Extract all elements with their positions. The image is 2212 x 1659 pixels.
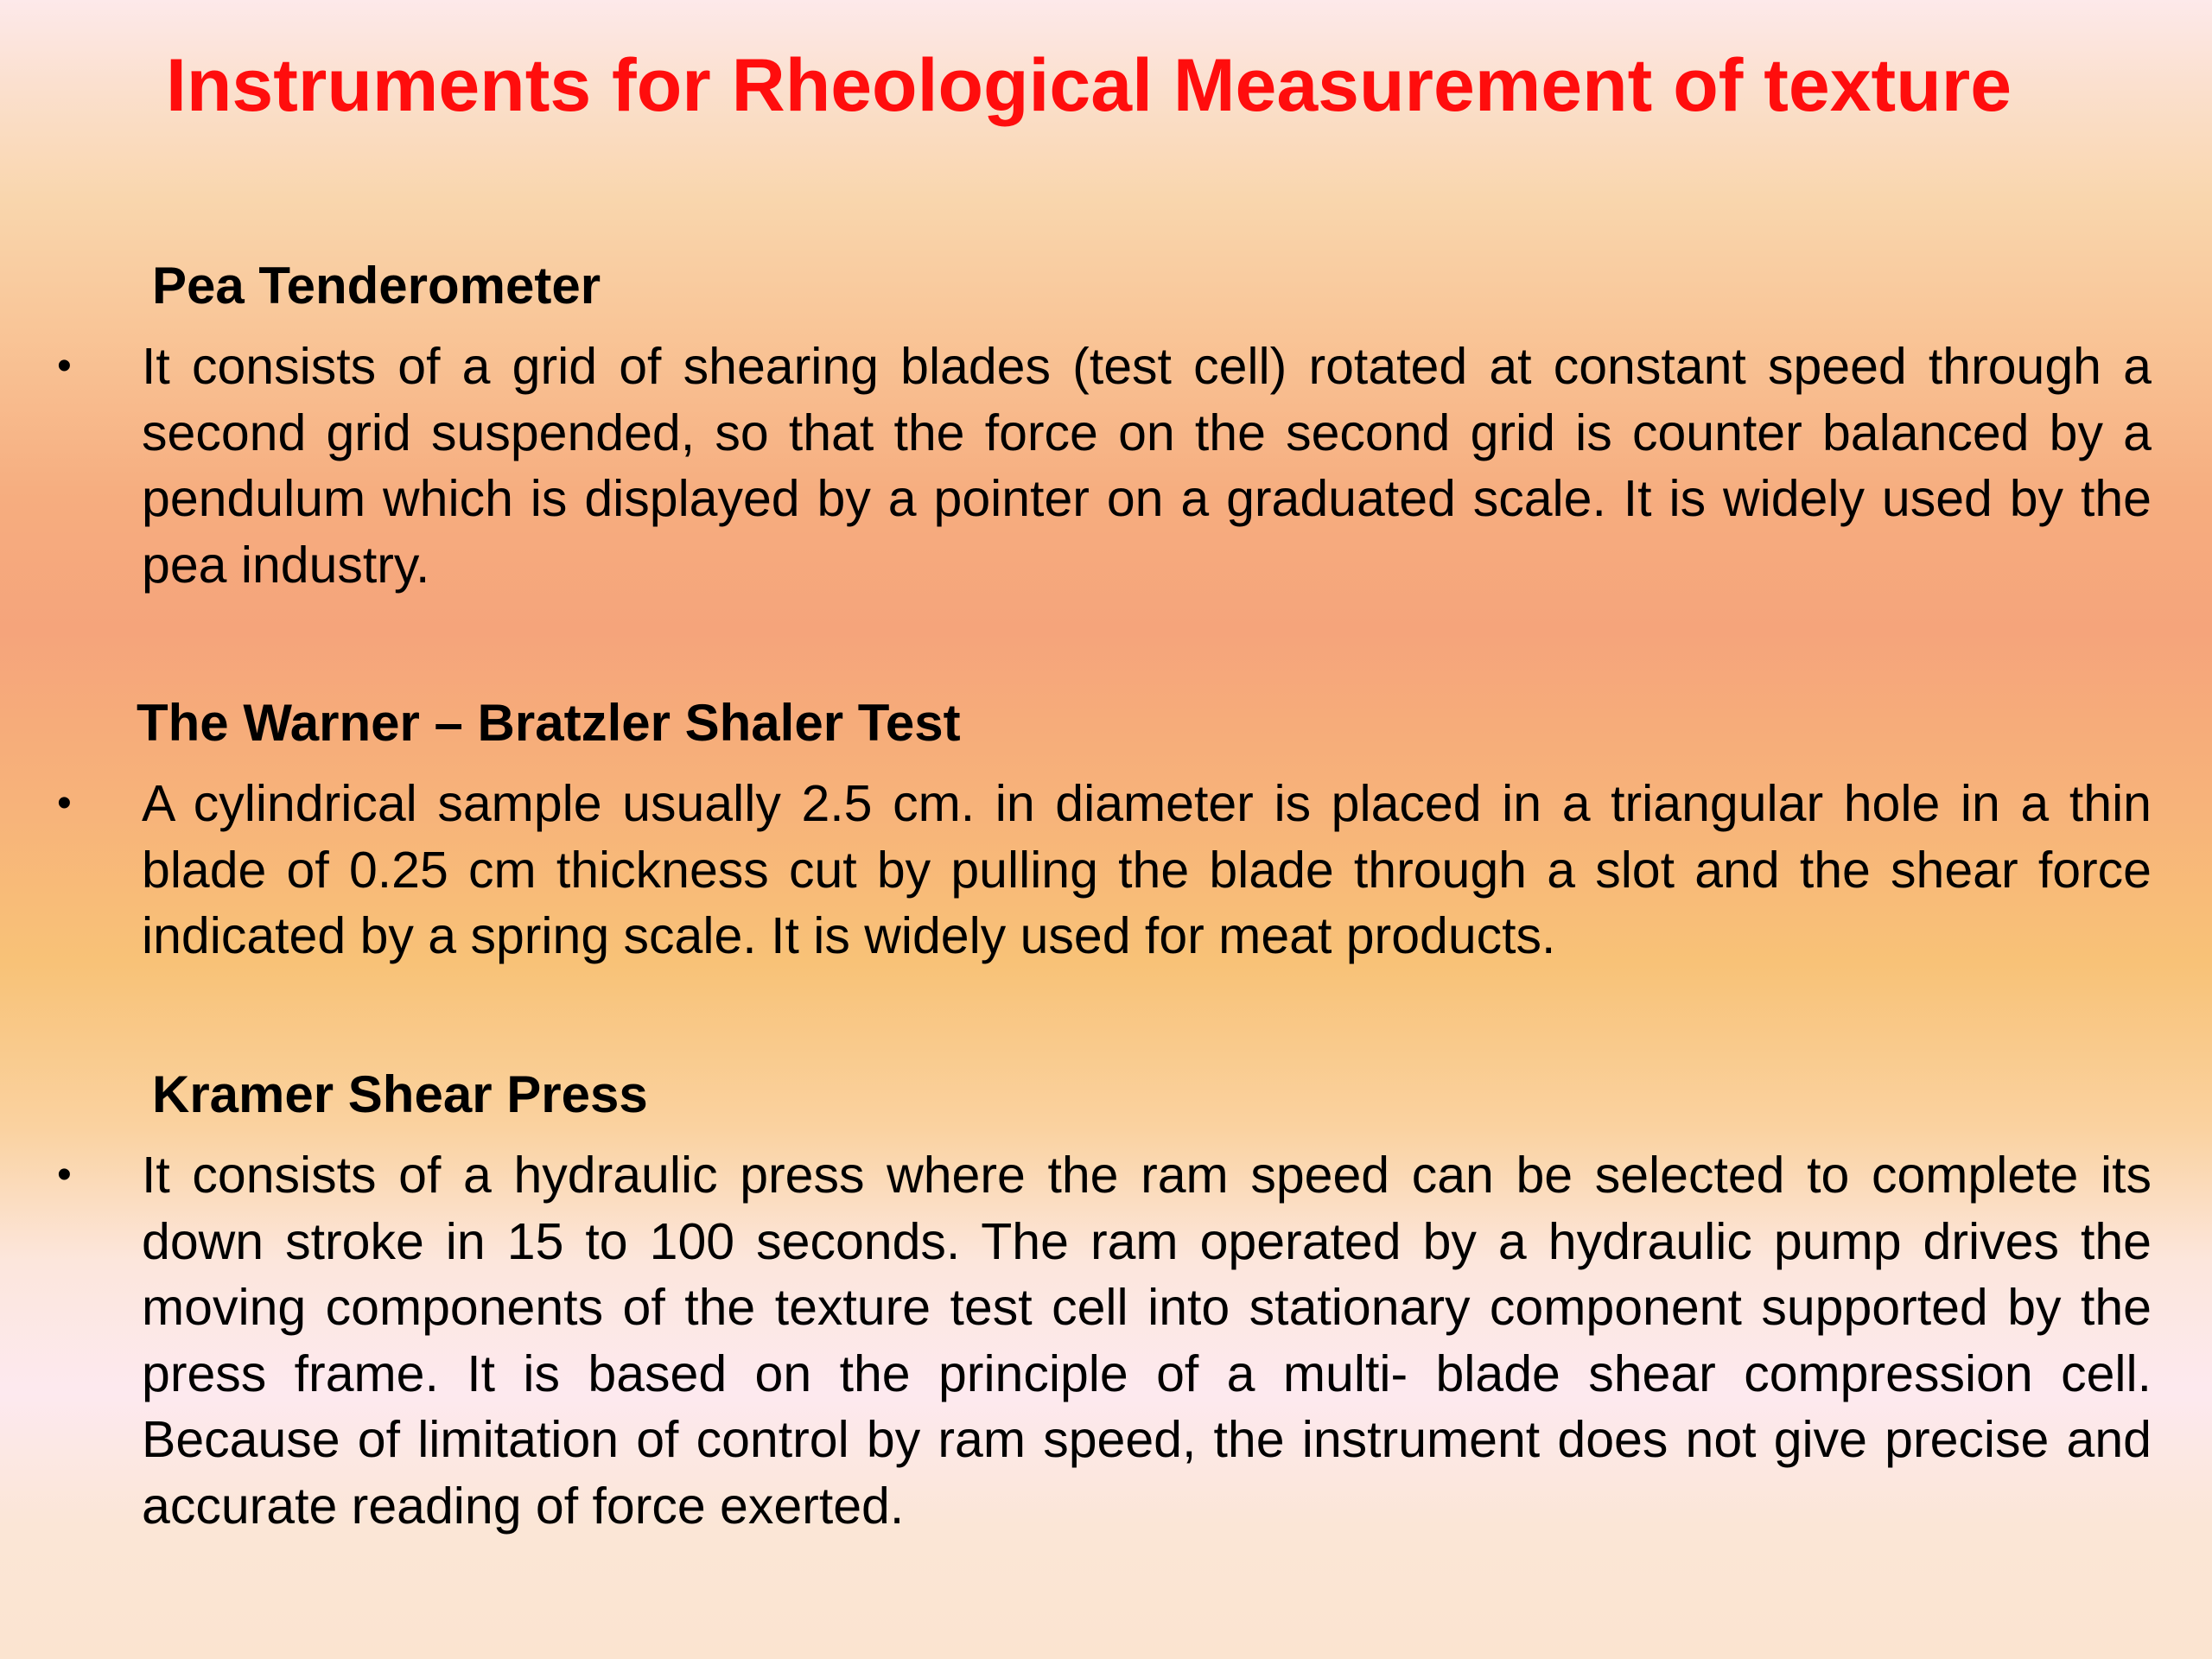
section-text-pea-tenderometer: It consists of a grid of shearing blades (test cell) rotated at constant speed through a second grid suspended, so that the force on the second grid is counter balanced by a pendulum which is displayed by a pointer on a graduated scale. It is widely used by the pea industry. [142, 338, 2152, 594]
section-text-warner-bratzler: A cylindrical sample usually 2.5 cm. in diameter is placed in a triangular hole in a thin blade of 0.25 cm thickness cut by pulling the blade through a slot and the shear force indicated by a spring scale. It is widely used for meat products. [142, 775, 2152, 964]
section-heading-warner-bratzler: The Warner – Bratzler Shaler Test [137, 694, 961, 752]
bullet-marker: • [57, 1152, 72, 1198]
bullet-marker: • [57, 780, 72, 826]
section-text-kramer-shear-press: It consists of a hydraulic press where the ram speed can be selected to complete its down stroke in 15 to 100 seconds. The ram operated by a hydraulic pump drives the moving components of the texture test cell into stationary component supported by the press frame. It is based on the principle of a multi- blade shear compression cell. Because of limitation of control by ram speed, the instrument does not give precise and accurate reading of force exerted. [142, 1147, 2152, 1535]
section-heading-kramer-shear-press: Kramer Shear Press [152, 1065, 648, 1123]
slide-title: Instruments for Rheological Measurement of texture [165, 44, 2012, 127]
section-heading-pea-tenderometer: Pea Tenderometer [152, 257, 601, 315]
bullet-marker: • [57, 343, 72, 389]
